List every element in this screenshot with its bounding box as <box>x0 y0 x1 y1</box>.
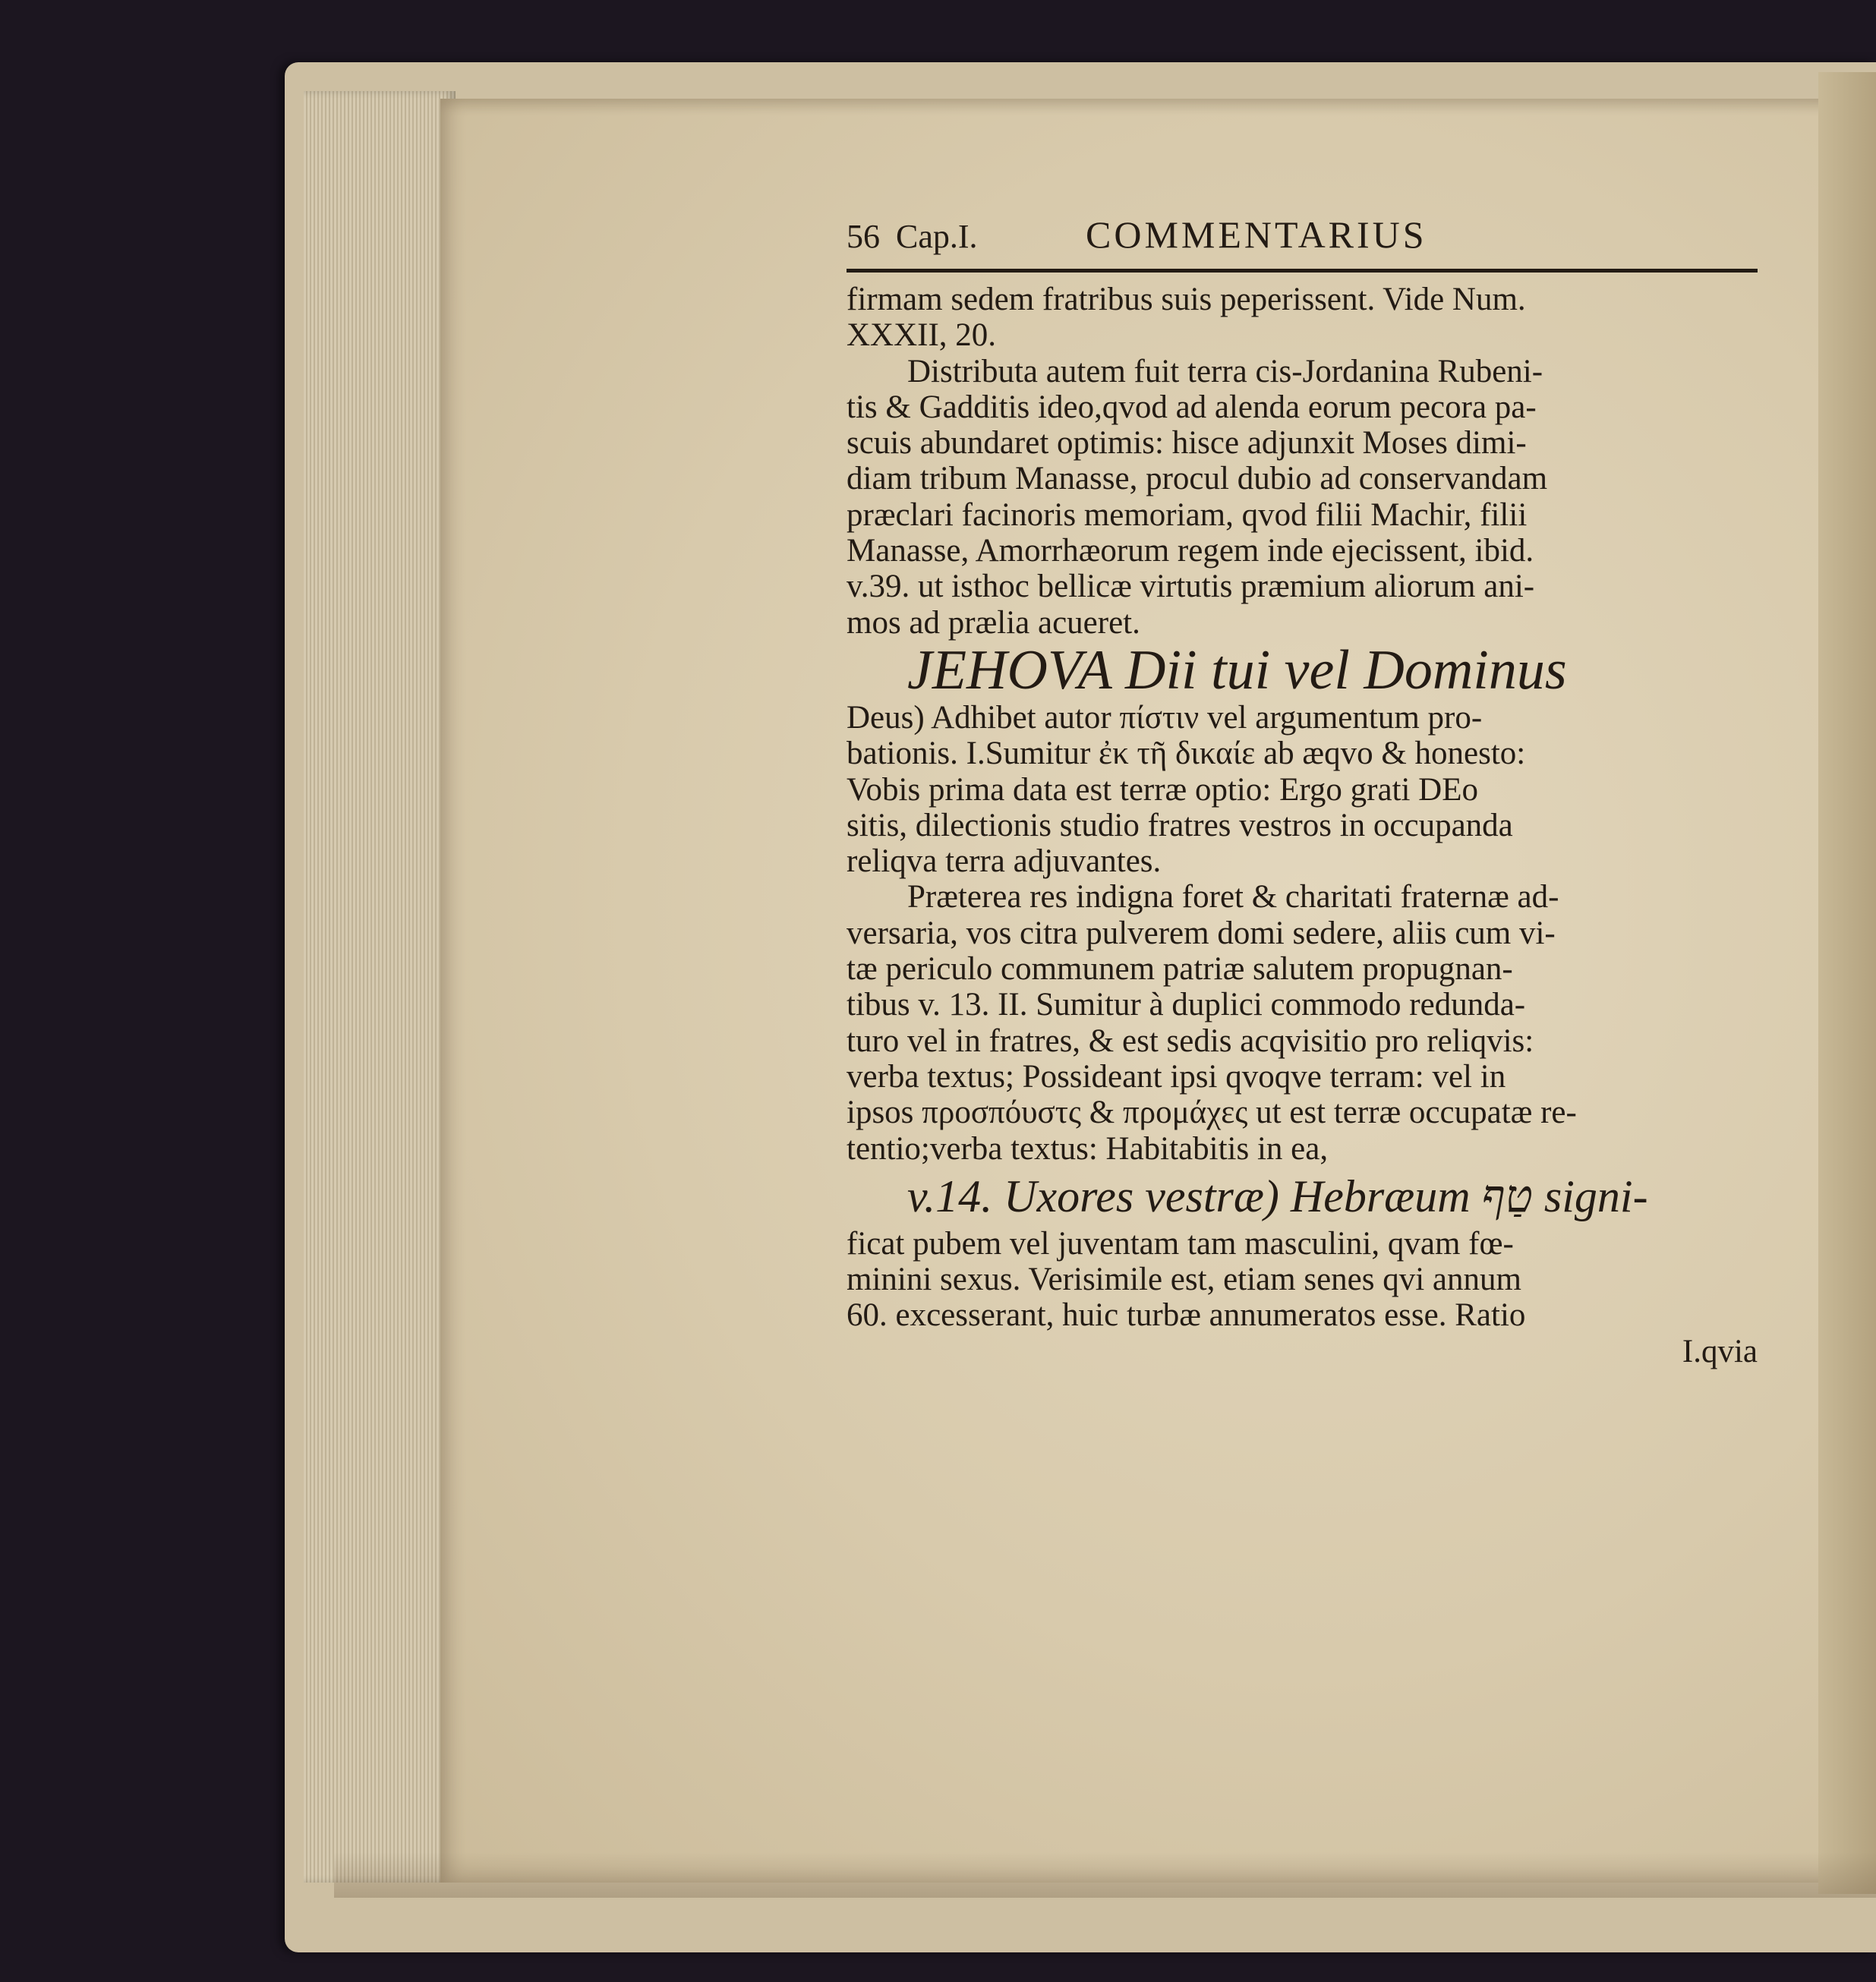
text-line: tæ periculo communem patriæ salutem propugnan- <box>847 951 1513 988</box>
running-header <box>847 213 1758 258</box>
page-edges <box>304 91 456 1883</box>
page-shadow <box>334 1852 1876 1898</box>
text-line: turo vel in fratres, & est sedis acqvisitio pro reliqvis: <box>847 1023 1534 1059</box>
text-line: v.39. ut isthoc bellicæ virtutis præmium aliorum ani- <box>847 569 1535 605</box>
text-line: versaria, vos citra pulverem domi sedere, aliis cum vi- <box>847 915 1556 951</box>
page-text <box>847 213 1758 1369</box>
chapter-label: Cap.I. <box>896 218 978 255</box>
text-line: ficat pubem vel juventam tam masculini, qvam fœ- <box>847 1225 1514 1262</box>
text-line: firmam sedem fratribus suis peperissent. Vide Num. <box>847 282 1526 317</box>
text-line: bationis. I.Sumitur ἐκ τῆ δικαίε ab æqvo & honesto: <box>847 736 1526 772</box>
page-number: 56 <box>847 218 880 255</box>
text-line: minini sexus. Verisimile est, etiam senes qvi annum <box>847 1262 1521 1298</box>
lemma-heading: v.14. Uxores vestræ) Hebræum טַף signi- <box>907 1171 1648 1221</box>
header-rule <box>847 269 1758 277</box>
text-line: Distributa autem fuit terra cis-Jordanina Rubeni- <box>907 353 1543 389</box>
text-line: præclari facinoris memoriam, qvod filii Machir, filii <box>847 496 1528 533</box>
text-line: mos ad prælia acueret. <box>847 604 1140 641</box>
text-line: reliqva terra adjuvantes. <box>847 843 1162 880</box>
gutter-edge <box>1818 72 1876 1894</box>
text-line: scuis abundaret optimis: hisce adjunxit Moses dimi- <box>847 425 1527 462</box>
text-line: ipsos προσπόυστς & προμάχες ut est terræ occupatæ re- <box>847 1095 1577 1131</box>
text-line: diam tribum Manasse, procul dubio ad conservandam <box>847 461 1548 497</box>
text-line: tis & Gadditis ideo,qvod ad alenda eorum pecora pa- <box>847 389 1537 425</box>
text-line: tibus v. 13. II. Sumitur à duplici commodo redunda- <box>847 987 1526 1023</box>
text-line: XXXII, 20. <box>847 317 997 354</box>
lemma-heading: JEHOVA Dii tui vel Dominus <box>907 638 1567 701</box>
running-title: COMMENTARIUS <box>1086 213 1427 256</box>
text-line: verba textus; Possideant ipsi qvoqve terram: vel in <box>847 1058 1506 1095</box>
text-line: Manasse, Amorrhæorum regem inde ejecissent, ibid. <box>847 533 1534 569</box>
text-line: sitis, dilectionis studio fratres vestros in occupanda <box>847 807 1513 843</box>
text-line: 60. excesserant, huic turbæ annumeratos esse. Ratio <box>847 1297 1526 1334</box>
catchword: I.qvia <box>1682 1333 1758 1369</box>
text-line: Vobis prima data est terræ optio: Ergo grati DEo <box>847 771 1478 808</box>
text-line: Deus) Adhibet autor πίστιν vel argumentum pro- <box>847 699 1483 736</box>
text-line: Præterea res indigna foret & charitati fraternæ ad- <box>907 879 1559 915</box>
text-line: tentio;verba textus: Habitabitis in ea, <box>847 1130 1329 1167</box>
